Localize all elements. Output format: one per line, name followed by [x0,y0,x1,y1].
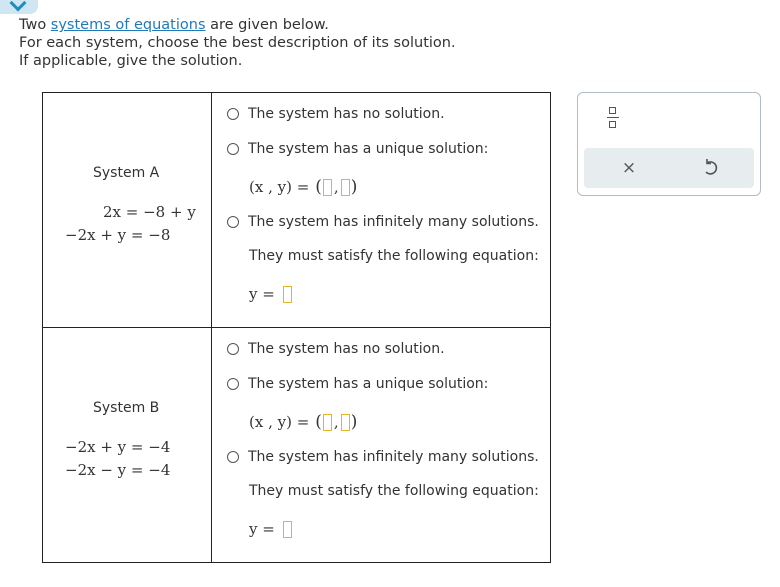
system-b-equation-input[interactable] [283,521,292,538]
chevron-down-icon [10,0,27,11]
system-b-cell [43,328,212,563]
radio-button[interactable] [227,143,239,155]
system-a-y-row [249,285,292,303]
y-lhs: y = [249,285,275,303]
instructions [19,16,456,70]
system-b-options [212,328,551,563]
answer-tools-panel [577,92,761,196]
undo-icon[interactable] [700,157,722,179]
radio-button[interactable] [227,378,239,390]
paren: ( [315,412,322,432]
comma: , [333,413,339,431]
y-lhs: y = [249,520,275,538]
option-label: The system has a unique solution: [248,141,489,157]
undo-icon-svg [700,157,722,179]
instructions-line3: If applicable, give the solution. [19,53,243,69]
system-a-options [212,93,551,328]
fraction-bar [607,117,619,118]
collapse-badge[interactable] [0,0,38,14]
system-a-row [43,93,551,328]
paren: ( [315,177,322,197]
fraction-numerator-box [609,107,616,114]
system-a-no-solution-option[interactable] [227,106,445,122]
radio-button[interactable] [227,216,239,228]
radio-button[interactable] [227,343,239,355]
system-a-unique-option[interactable] [227,141,488,157]
system-a-equation-1: 2x = −8 + y [103,203,196,221]
pair-lhs: (x , y) = [249,178,310,196]
instructions-text: Two [19,17,51,33]
system-a-name: System A [93,165,160,181]
must-satisfy-text: They must satisfy the following equation: [249,248,539,264]
instructions-text: are given below. [205,17,329,33]
pair-lhs: (x , y) = [249,413,310,431]
system-b-row [43,328,551,563]
radio-button[interactable] [227,451,239,463]
comma: , [333,178,339,196]
close-icon[interactable]: × [621,158,637,178]
option-label: The system has infinitely many solutions. [248,214,539,230]
system-b-equation-1: −2x + y = −4 [65,438,171,456]
option-label: The system has no solution. [248,106,445,122]
system-a-cell [43,93,212,328]
system-b-pair-row [249,412,358,432]
paren: ) [350,177,358,197]
system-a-equation-input[interactable] [283,286,292,303]
option-label: The system has a unique solution: [248,376,489,392]
systems-table [42,92,551,563]
system-a-y-input[interactable] [341,179,350,196]
paren: ) [350,412,358,432]
system-b-name: System B [93,400,160,416]
system-b-infinite-option[interactable] [227,449,539,465]
systems-of-equations-link[interactable]: systems of equations [50,17,206,33]
option-label: The system has infinitely many solutions. [248,449,539,465]
fraction-icon[interactable] [598,101,628,135]
system-a-pair-row [249,177,358,197]
system-b-x-input[interactable] [323,414,332,431]
system-b-y-input[interactable] [341,414,350,431]
system-b-equation-2: −2x − y = −4 [65,461,171,479]
system-b-unique-option[interactable] [227,376,488,392]
system-a-x-input[interactable] [323,179,332,196]
system-b-y-row [249,520,292,538]
system-b-no-solution-option[interactable] [227,341,445,357]
option-label: The system has no solution. [248,341,445,357]
system-a-infinite-option[interactable] [227,214,539,230]
fraction-denominator-box [609,121,616,128]
instructions-line2: For each system, choose the best description of its solution. [19,35,456,51]
must-satisfy-text: They must satisfy the following equation: [249,483,539,499]
system-a-equation-2: −2x + y = −8 [65,226,171,244]
panel-footer [584,148,754,188]
radio-button[interactable] [227,108,239,120]
